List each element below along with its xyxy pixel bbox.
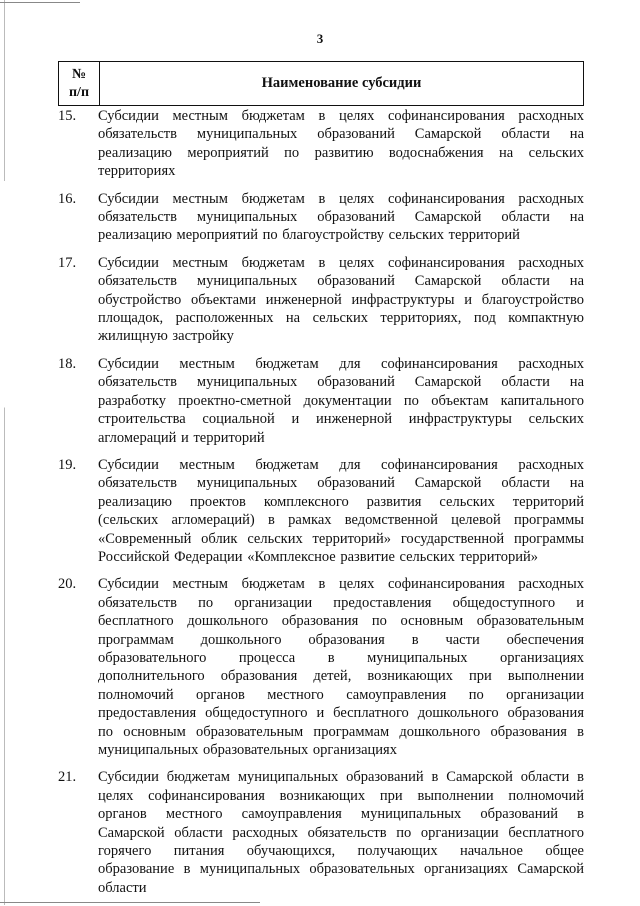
subsidy-text-line: Субсидии местным бюджетам в целях софинансирования расходных [98, 254, 584, 271]
header-number-label: № [71, 66, 87, 82]
subsidy-text-line: площадок, расположенных на сельских территориях, под компактную [98, 310, 584, 327]
subsidy-text-line: области [98, 879, 147, 896]
subsidy-text-line: обустройство объектами инженерной инфраструктуры и благоустройство [98, 291, 584, 308]
subsidy-number: 21. [58, 769, 77, 786]
subsidy-text-line: (сельских агломераций) в рамках ведомственной целевой программы [98, 512, 584, 529]
subsidy-row [58, 456, 584, 566]
subsidy-text-line: обязательств муниципальных образований Самарской области на [98, 126, 584, 143]
subsidy-row [58, 575, 584, 759]
subsidy-text [98, 456, 584, 566]
subsidy-text-line: образовательного процесса в муниципальных организациях [98, 649, 584, 666]
subsidy-text-line: предоставления общедоступного и бесплатного дошкольного образования [98, 705, 584, 722]
subsidy-number: 20. [58, 576, 77, 593]
subsidy-text-line: Субсидии бюджетам муниципальных образований в Самарской области в [98, 769, 584, 786]
subsidy-text-line: Субсидии местным бюджетам для софинансирования расходных [98, 355, 584, 372]
subsidy-text-line: Субсидии местным бюджетам для софинансирования расходных [98, 456, 584, 473]
subsidy-text-line: обязательств муниципальных образований Самарской области на [98, 374, 584, 391]
subsidy-text-line: агломераций и территорий [98, 429, 265, 446]
subsidy-number: 15. [58, 108, 77, 124]
subsidy-text-line: «Современный облик сельских территорий» государственной программы [98, 530, 584, 547]
header-number-label-2: п/п [68, 84, 90, 100]
subsidy-text [98, 575, 584, 759]
subsidy-text-line: полномочий органов местного самоуправления по организации [98, 686, 584, 703]
subsidy-text [98, 107, 584, 181]
header-number-column [59, 62, 100, 105]
subsidy-text-line: органов местного самоуправления муниципальных образований в [98, 806, 584, 823]
subsidy-row [58, 190, 584, 245]
subsidy-text-line: программам дошкольного образования в части обеспечения [98, 631, 584, 648]
subsidy-text-line: горячего питания обучающихся, получающих начальное общее [98, 843, 584, 860]
subsidy-text [98, 254, 584, 346]
subsidy-text-line: реализацию мероприятий по благоустройству сельских территорий [98, 227, 520, 244]
subsidy-text-line: образование в муниципальных образовательных организациях Самарской [98, 861, 584, 878]
subsidy-text-line: Субсидии местным бюджетам в целях софинансирования расходных [98, 576, 584, 593]
subsidy-text-line: обязательств муниципальных образований Самарской области на [98, 209, 584, 226]
subsidy-number: 18. [58, 355, 77, 372]
subsidy-text-line: обязательств муниципальных образований Самарской области на [98, 273, 584, 290]
scan-artifact-top [0, 2, 80, 3]
subsidy-text-line: дополнительного образования детей, возникающих при выполнении [98, 668, 584, 685]
subsidy-list [58, 107, 584, 906]
subsidy-text-line: жилищную застройку [98, 328, 234, 345]
subsidy-row [58, 107, 584, 181]
subsidy-text-line: обязательств по организации предоставления общедоступного и [98, 594, 584, 611]
subsidy-number: 16. [58, 190, 77, 207]
subsidy-text-line: целях софинансирования возникающих при выполнении полномочий [98, 787, 584, 804]
subsidy-text-line: Российской Федерации «Комплексное развитие сельских территорий» [98, 548, 538, 565]
subsidy-row [58, 355, 584, 447]
subsidy-text-line: строительства социальной и инженерной инфраструктуры сельских [98, 411, 584, 428]
subsidy-text-line: муниципальных образовательных организациях [98, 742, 397, 758]
scan-left-edge [4, 0, 5, 905]
subsidy-number: 17. [58, 254, 77, 271]
subsidy-text-line: Субсидии местным бюджетам в целях софинансирования расходных [98, 190, 584, 207]
subsidy-text-line: реализацию проектов комплексного развития сельских территорий [98, 493, 584, 510]
subsidy-row [58, 768, 584, 897]
subsidy-text [98, 768, 584, 897]
subsidy-text-line: разработку проектно-сметной документации по объектам капитального [98, 392, 584, 409]
subsidy-text-line: реализацию мероприятий по развитию водоснабжения на сельских [98, 144, 584, 161]
subsidy-text-line: по основным образовательным программам дошкольного образования в [98, 723, 584, 740]
header-title: Наименование субсидии [261, 75, 422, 91]
subsidy-text [98, 190, 584, 245]
subsidy-row [58, 254, 584, 346]
subsidy-number: 19. [58, 456, 77, 473]
subsidy-text-line: Самарской области расходных обязательств по организации бесплатного [98, 824, 584, 841]
subsidy-text-line: бесплатного дошкольного образования по основным образовательным [98, 613, 584, 630]
table-header [58, 61, 584, 106]
subsidy-text [98, 355, 584, 447]
subsidy-text-line: обязательств муниципальных образований Самарской области на [98, 475, 584, 492]
subsidy-text-line: территориях [98, 163, 176, 180]
subsidy-text-line: Субсидии местным бюджетам в целях софинансирования расходных [98, 108, 584, 124]
page-number: 3 [316, 31, 324, 46]
